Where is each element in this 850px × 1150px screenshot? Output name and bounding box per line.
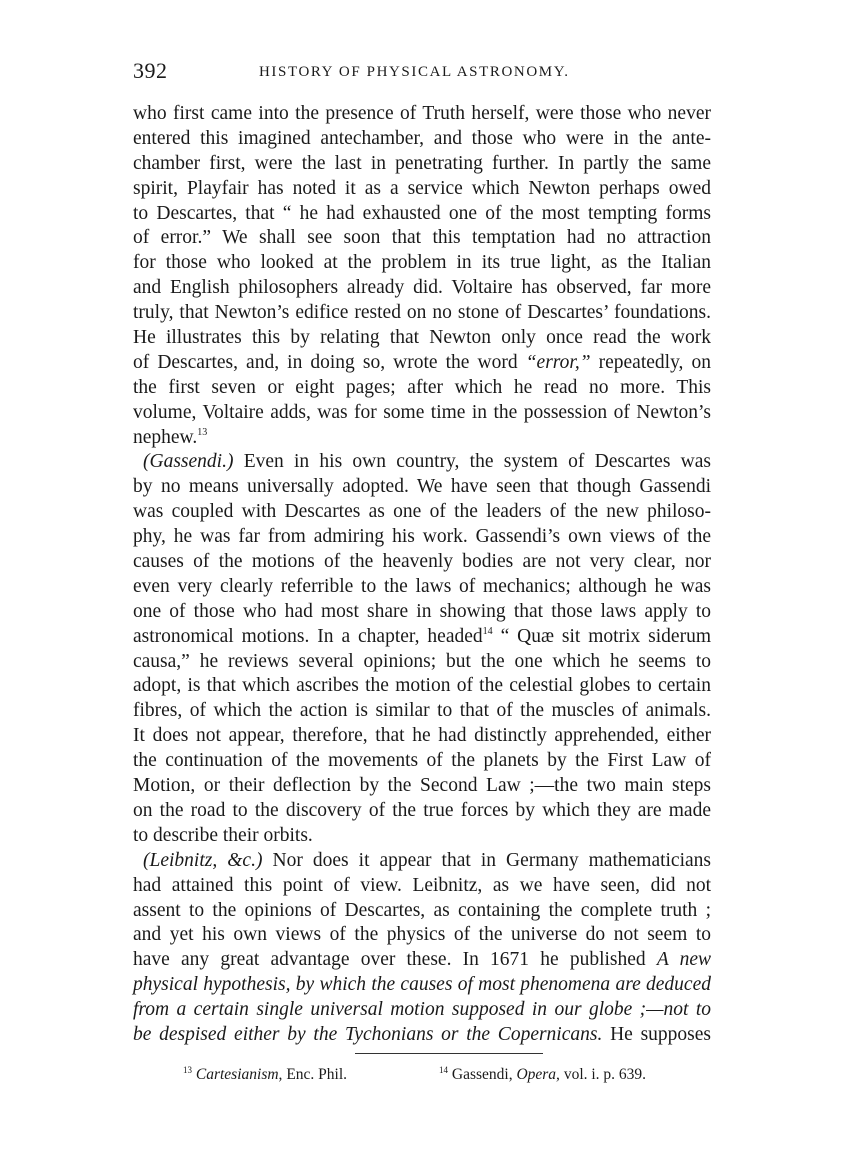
text-line: the first seven or eight pages; after which he read no more. This	[133, 376, 711, 398]
text-line: causa,” he reviews several opinions; but the one which he seems to	[133, 650, 711, 672]
text-line: by no means universally adopted. We have seen that though Gassendi	[133, 476, 711, 498]
book-title-fragment: be despised either by the Tychonians or the Copernicans.	[133, 1023, 603, 1045]
text-line	[133, 625, 711, 650]
text-line: the continuation of the movements of the planets by the First Law of	[133, 750, 711, 772]
text-fragment: Nor does it appear that in Germany mathematicians	[262, 849, 711, 871]
text-line: It does not appear, therefore, that he had distinctly apprehended, either	[133, 725, 711, 747]
footnote-rule	[355, 1053, 543, 1054]
footnote-ref-14: 14	[482, 625, 493, 637]
text-fragment: Even in his own country, the system of Descartes was	[233, 451, 711, 473]
text-line: one of those who had most share in showing that those laws apply to	[133, 600, 711, 622]
text-line: assent to the opinions of Descartes, as containing the complete truth ;	[133, 899, 711, 921]
text-line: and yet his own views of the physics of the universe do not seem to	[133, 924, 711, 946]
section-heading-leibnitz: (Leibnitz, &c.)	[143, 849, 263, 871]
footnote-ref-13: 13	[197, 426, 208, 438]
text-line: Motion, or their deflection by the Second Law ;—the two main steps	[133, 775, 711, 797]
text-line: spirit, Playfair has noted it as a service which Newton perhaps owed	[133, 177, 711, 199]
footnote-title: Opera,	[516, 1066, 560, 1083]
footnote-13	[183, 1066, 347, 1084]
text-line: to Descartes, that “ he had exhausted one of the most tempting forms	[133, 202, 711, 224]
section-heading-gassendi: (Gassendi.)	[143, 451, 234, 473]
text-line: chamber first, were the last in penetrating further. In partly the same	[133, 152, 711, 174]
footnote-text: Gassendi,	[448, 1066, 517, 1083]
text-fragment: repeatedly, on	[590, 351, 711, 373]
text-line: to describe their orbits.	[133, 824, 313, 846]
footnote-text: Enc. Phil.	[282, 1066, 348, 1083]
text-line: even very clearly referrible to the laws of mechanics; although he was	[133, 575, 711, 597]
running-head: HISTORY OF PHYSICAL ASTRONOMY.	[259, 64, 570, 80]
page-header	[133, 58, 711, 88]
text-line	[133, 973, 711, 998]
text-line: on the road to the discovery of the true forces by which they are made	[133, 799, 711, 821]
text-line: volume, Voltaire adds, was for some time in the possession of Newton’s	[133, 401, 711, 423]
footnote-marker: 13	[183, 1065, 192, 1075]
text-fragment: nephew.	[133, 426, 198, 448]
text-line	[133, 426, 711, 451]
text-line: entered this imagined antechamber, and those who were in the ante-	[133, 127, 711, 149]
text-line: was coupled with Descartes as one of the leaders of the new philoso-	[133, 501, 711, 523]
text-fragment: “ Quæ sit motrix siderum	[492, 625, 711, 647]
text-line: had attained this point of view. Leibnitz, as we have seen, did not	[133, 874, 711, 896]
text-line: truly, that Newton’s edifice rested on no stone of Descartes’ foundations.	[133, 302, 711, 324]
text-fragment: He supposes	[602, 1023, 711, 1045]
body-text	[133, 102, 711, 1048]
book-title-fragment: A new	[656, 949, 711, 971]
book-title-fragment: physical hypothesis, by which the causes of most phenomena are deduced	[133, 974, 711, 996]
footnote-title: Cartesianism,	[195, 1066, 283, 1083]
footnote-marker: 14	[439, 1065, 448, 1075]
text-line: adopt, is that which ascribes the motion of the celestial globes to certain	[133, 675, 711, 697]
error-word: “error,”	[525, 351, 591, 373]
text-line: causes of the motions of the heavenly bodies are not very clear, nor	[133, 551, 711, 573]
text-line: and English philosophers already did. Voltaire has observed, far more	[133, 277, 711, 299]
text-fragment: have any great advantage over these. In 1671 he published	[133, 949, 657, 971]
text-line	[133, 998, 711, 1023]
footnote-text: vol. i. p. 639.	[559, 1066, 647, 1083]
footnote-14	[439, 1066, 646, 1084]
footnotes	[183, 1066, 723, 1090]
leibnitz-paragraph-start	[133, 849, 711, 874]
text-line: who first came into the presence of Truth herself, were those who never	[133, 103, 711, 124]
page-number: 392	[133, 58, 168, 83]
text-line: He illustrates this by relating that Newton only once read the work	[133, 327, 711, 349]
text-line	[133, 351, 711, 376]
text-line: of error.” We shall see soon that this temptation had no attraction	[133, 227, 711, 249]
text-line	[133, 948, 711, 973]
text-line	[133, 1023, 711, 1048]
text-fragment: astronomical motions. In a chapter, headed	[133, 625, 483, 647]
text-fragment: of Descartes, and, in doing so, wrote the word	[133, 351, 518, 373]
text-line: for those who looked at the problem in its true light, as the Italian	[133, 252, 711, 274]
text-line: fibres, of which the action is similar to that of the muscles of animals.	[133, 700, 711, 722]
book-title-fragment: from a certain single universal motion supposed in our globe ;—not to	[133, 999, 711, 1021]
text-line: phy, he was far from admiring his work. Gassendi’s own views of the	[133, 526, 711, 548]
gassendi-paragraph-start	[133, 450, 711, 475]
